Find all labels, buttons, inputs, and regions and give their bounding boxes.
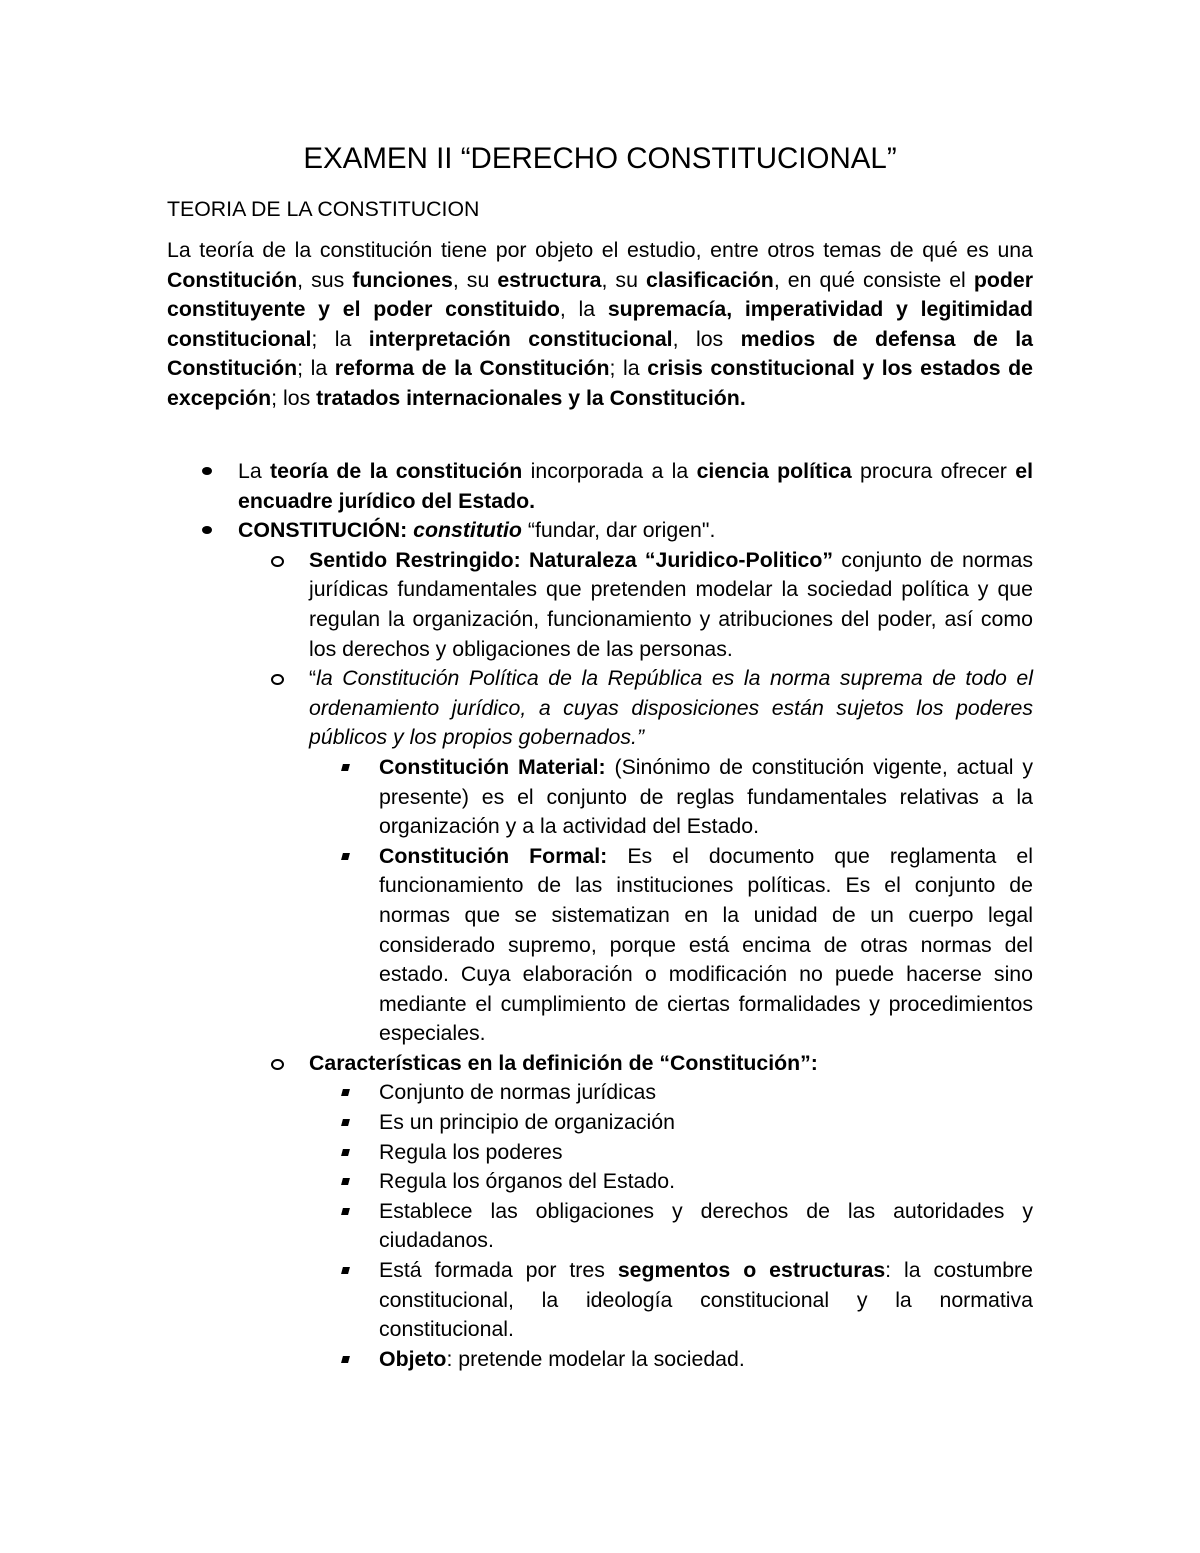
text-run: procura ofrecer: [851, 459, 1016, 483]
list-item-text: [309, 1051, 818, 1075]
bold-text: interpretación constitucional: [368, 326, 673, 351]
bullet-shape: [341, 1178, 350, 1185]
text-run: ; la: [609, 356, 648, 381]
list-item-level-3: [167, 1078, 1033, 1108]
text-run: Es el documento que reglamenta el funcionamiento de las instituciones políticas. Es el conjunto de normas que se sistematizan en la unidad de un cuerpo legal considerado supremo, porque está encima de otras normas del estado. Cuya elaboración o modificación no puede hacerse sino mediante el cumplimiento de ciertas formalidades y procedimientos especiales.: [379, 843, 1033, 1046]
list-item-text: [379, 1080, 656, 1104]
list-item-level-3: [167, 753, 1033, 842]
section-heading: TEORIA DE LA CONSTITUCION: [167, 197, 480, 221]
bold-text: clasificación: [645, 267, 774, 292]
bold-text: constitutio: [413, 518, 522, 543]
text-run: La teoría de la constitución tiene por objeto el estudio, entre otros temas de qué es una: [167, 238, 1033, 262]
text-run: Es un principio de organización: [379, 1110, 675, 1135]
bold-text: Sentido Restringido: Naturaleza “Juridico-Politico”: [309, 547, 834, 572]
list-item-text: [379, 755, 1033, 838]
list-item-level-2: [167, 546, 1033, 664]
text-run: “fundar, dar origen".: [521, 518, 716, 543]
bullet-shape: [271, 1059, 284, 1070]
bold-text: Constitución: [167, 267, 298, 292]
bullet-shape: [341, 1208, 350, 1215]
bullet-shape: [271, 674, 284, 685]
text-run: ; la: [311, 326, 369, 351]
bold-text: poder constituyente y el poder constituido: [167, 267, 1033, 322]
list-item-level-3: [167, 1138, 1033, 1168]
text-run: : la costumbre constitucional, la ideología constitucional y la normativa constitucional.: [379, 1258, 1033, 1342]
list-item-text: [309, 548, 1033, 661]
list-item-text: [238, 518, 715, 542]
list-item-level-3: [167, 1256, 1033, 1345]
bullet-shape: [341, 853, 350, 860]
list-item-level-3: [167, 1345, 1033, 1375]
text-run: (Sinónimo de constitución vigente, actual y presente) es el conjunto de reglas fundamentales relativas a la organización y a la actividad del Estado.: [379, 754, 1033, 839]
list-item-level-1: [167, 516, 1033, 546]
text-run: , su: [601, 267, 646, 292]
bold-text: reforma de la Constitución: [334, 356, 610, 381]
text-run: , su: [452, 267, 498, 292]
text-run: Regula los órganos del Estado.: [379, 1169, 675, 1194]
list-item-level-1: [167, 457, 1033, 516]
bold-text: segmentos o estructuras: [617, 1258, 886, 1283]
bold-text: Constitución Formal:: [379, 843, 608, 868]
bullet-list: [167, 457, 1033, 1374]
list-item-text: [379, 1140, 563, 1164]
bold-text: tratados internacionales y la Constitución.: [316, 385, 746, 410]
bullet-shape: [341, 1267, 350, 1274]
text-run: conjunto de normas jurídicas fundamentales que pretenden modelar la sociedad política y que regulan la organización, funcionamiento y atribuciones del poder, así como los derechos y obligaciones de las personas.: [309, 547, 1033, 661]
bold-text: el encuadre jurídico del Estado.: [238, 459, 1034, 513]
list-item-level-3: [167, 1197, 1033, 1256]
bullet-shape: [271, 556, 284, 567]
bullet-shape: [341, 1149, 350, 1156]
list-item-text: [379, 1110, 675, 1134]
text-run: , sus: [297, 267, 353, 292]
list-item-text: [238, 459, 1033, 513]
italic-text: la Constitución Política de la República es la norma suprema de todo el ordenamiento jurídico, a cuyas disposiciones están sujetos los poderes públicos y los propios gobernados.”: [309, 666, 1033, 750]
text-run: Regula los poderes: [379, 1139, 563, 1164]
text-run: Está formada por tres: [379, 1258, 618, 1283]
list-item-level-3: [167, 1167, 1033, 1197]
intro-paragraph: [167, 236, 1033, 414]
list-item-text: [379, 844, 1033, 1046]
list-item-text: [379, 1258, 1033, 1341]
bullet-shape: [341, 764, 350, 771]
bold-text: Constitución Material:: [379, 754, 606, 779]
document-title: EXAMEN II “DERECHO CONSTITUCIONAL”: [303, 142, 897, 175]
text-run: , en qué consiste el: [773, 267, 974, 292]
text-run: Establece las obligaciones y derechos de las autoridades y ciudadanos.: [379, 1198, 1033, 1253]
bullet-shape: [341, 1356, 350, 1363]
text-run: : pretende modelar la sociedad.: [446, 1346, 745, 1371]
list-item-text: [379, 1347, 745, 1371]
text-run: ; la: [297, 356, 335, 381]
bold-text: Características en la definición de “Constitución”:: [309, 1050, 818, 1075]
list-item-level-2: [167, 664, 1033, 753]
list-item-level-3: [167, 842, 1033, 1049]
bullet-shape: [341, 1089, 350, 1096]
text-run: La: [238, 459, 271, 483]
list-item-text: [379, 1199, 1033, 1253]
bullet-shape: [341, 1119, 350, 1126]
bold-text: crisis constitucional y los estados de excepción: [167, 356, 1034, 410]
text-run: incorporada a la: [522, 459, 697, 483]
bold-text: CONSTITUCIÓN:: [238, 518, 414, 543]
bullet-shape: [202, 467, 212, 475]
text-run: “: [309, 666, 317, 691]
bold-text: Objeto: [379, 1346, 447, 1371]
bold-text: ciencia política: [696, 459, 852, 483]
list-item-text: [379, 1169, 675, 1193]
text-run: , los: [672, 326, 741, 351]
bullet-shape: [202, 526, 212, 534]
bold-text: teoría de la constitución: [270, 459, 523, 483]
bold-text: funciones: [352, 267, 453, 292]
list-item-level-3: [167, 1108, 1033, 1138]
list-item-level-2: [167, 1049, 1033, 1079]
bold-text: supremacía, imperatividad y legitimidad constitucional: [167, 297, 1034, 351]
text-run: ; los: [271, 385, 317, 410]
text-run: Conjunto de normas jurídicas: [379, 1080, 657, 1105]
text-run: , la: [559, 297, 608, 322]
bold-text: estructura: [497, 267, 602, 292]
list-item-text: [309, 666, 1033, 749]
bold-text: medios de defensa de la Constitución: [167, 326, 1034, 381]
